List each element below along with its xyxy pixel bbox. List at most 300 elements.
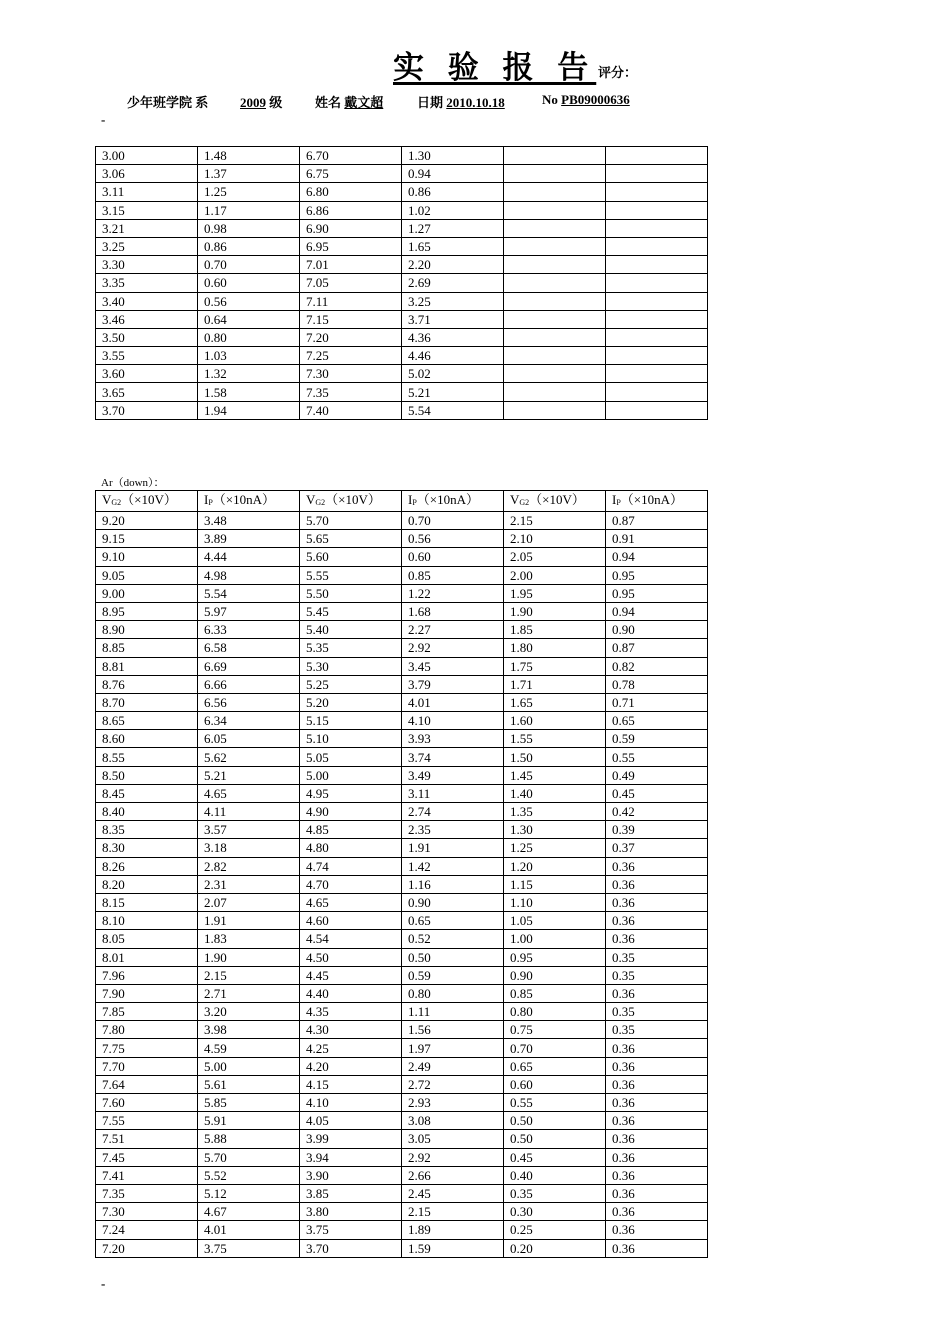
table-cell: 8.85 — [96, 639, 198, 657]
table-cell: 7.20 — [300, 328, 402, 346]
table-cell: 4.98 — [198, 566, 300, 584]
table-cell: 3.00 — [96, 147, 198, 165]
table-cell: 7.41 — [96, 1166, 198, 1184]
table-cell: 1.80 — [504, 639, 606, 657]
table-cell: 2.27 — [402, 621, 504, 639]
table-cell — [606, 219, 708, 237]
table-cell: 1.97 — [402, 1039, 504, 1057]
column-header-subscript: P — [412, 498, 417, 507]
table-cell: 1.83 — [198, 930, 300, 948]
table-row — [96, 784, 708, 802]
table-row — [96, 857, 708, 875]
table-cell: 2.00 — [504, 566, 606, 584]
table-cell: 6.66 — [198, 675, 300, 693]
table-cell: 3.06 — [96, 165, 198, 183]
table-cell: 8.10 — [96, 912, 198, 930]
table-cell: 1.35 — [504, 803, 606, 821]
column-header — [402, 491, 504, 512]
column-header-subscript: P — [616, 498, 621, 507]
table-cell: 0.64 — [198, 310, 300, 328]
table-cell: 8.76 — [96, 675, 198, 693]
table-cell: 7.96 — [96, 966, 198, 984]
table-cell: 0.36 — [606, 1203, 708, 1221]
table-cell: 8.40 — [96, 803, 198, 821]
table-cell: 5.60 — [300, 548, 402, 566]
table-cell: 4.65 — [300, 893, 402, 911]
column-header-subscript: P — [208, 498, 213, 507]
table-cell: 4.35 — [300, 1003, 402, 1021]
date-label: 日期 — [417, 95, 447, 110]
table-cell: 1.17 — [198, 201, 300, 219]
table-cell: 4.45 — [300, 966, 402, 984]
table-cell: 6.86 — [300, 201, 402, 219]
table-cell — [606, 274, 708, 292]
table-cell: 7.90 — [96, 984, 198, 1002]
table-row — [96, 839, 708, 857]
table-cell: 0.86 — [198, 237, 300, 255]
table-cell: 0.36 — [606, 1148, 708, 1166]
table-cell: 0.20 — [504, 1239, 606, 1257]
table-row — [96, 766, 708, 784]
table-cell: 1.90 — [504, 602, 606, 620]
student-number-field — [542, 92, 630, 108]
table-cell: 1.58 — [198, 383, 300, 401]
table-cell: 4.05 — [300, 1112, 402, 1130]
table-cell: 5.54 — [402, 401, 504, 419]
table-row — [96, 401, 708, 419]
table-row — [96, 165, 708, 183]
column-header-symbol: I — [204, 492, 209, 507]
table-cell: 3.75 — [300, 1221, 402, 1239]
column-header-symbol: V — [102, 492, 112, 507]
table-cell: 0.30 — [504, 1203, 606, 1221]
table-cell: 2.49 — [402, 1057, 504, 1075]
table-row — [96, 1021, 708, 1039]
table-cell: 0.85 — [504, 984, 606, 1002]
table-cell: 9.20 — [96, 512, 198, 530]
table-cell: 4.10 — [300, 1094, 402, 1112]
table-cell: 2.66 — [402, 1166, 504, 1184]
table-cell: 0.36 — [606, 1112, 708, 1130]
table-cell: 0.36 — [606, 1221, 708, 1239]
table-cell — [606, 147, 708, 165]
table-cell: 1.94 — [198, 401, 300, 419]
table-cell: 1.60 — [504, 712, 606, 730]
table-cell: 0.50 — [402, 948, 504, 966]
table-cell: 4.65 — [198, 784, 300, 802]
table-cell — [504, 365, 606, 383]
table-cell — [504, 147, 606, 165]
table-cell — [606, 165, 708, 183]
table-cell: 2.15 — [504, 512, 606, 530]
table-row — [96, 365, 708, 383]
table-cell: 4.01 — [198, 1221, 300, 1239]
table-cell: 1.65 — [504, 693, 606, 711]
table-cell — [504, 383, 606, 401]
table-cell: 4.25 — [300, 1039, 402, 1057]
table-cell: 5.62 — [198, 748, 300, 766]
table-row — [96, 966, 708, 984]
table-cell — [606, 347, 708, 365]
table-cell: 6.34 — [198, 712, 300, 730]
student-number-label: No — [542, 92, 562, 107]
table-cell: 8.26 — [96, 857, 198, 875]
table-cell: 0.35 — [606, 1021, 708, 1039]
table-cell: 4.80 — [300, 839, 402, 857]
name-value: 戴文超 — [344, 95, 384, 110]
table-cell: 2.82 — [198, 857, 300, 875]
table-cell: 9.00 — [96, 584, 198, 602]
table-cell: 4.10 — [402, 712, 504, 730]
report-title: 实 验 报 告 — [393, 50, 597, 85]
table-cell: 0.94 — [402, 165, 504, 183]
table-cell: 0.80 — [402, 984, 504, 1002]
table-cell: 0.36 — [606, 1239, 708, 1257]
table-cell: 7.30 — [96, 1203, 198, 1221]
table-cell: 1.37 — [198, 165, 300, 183]
grade-value: 2009 — [240, 95, 266, 110]
table-row — [96, 256, 708, 274]
table-cell: 1.40 — [504, 784, 606, 802]
table-cell — [606, 292, 708, 310]
table-row — [96, 1003, 708, 1021]
table-cell: 0.36 — [606, 857, 708, 875]
table-cell: 3.40 — [96, 292, 198, 310]
table-cell: 1.11 — [402, 1003, 504, 1021]
table-cell: 0.80 — [504, 1003, 606, 1021]
column-header-unit: （×10V） — [529, 492, 585, 507]
table-row — [96, 693, 708, 711]
table-cell: 5.61 — [198, 1075, 300, 1093]
table-cell: 0.42 — [606, 803, 708, 821]
table-cell: 0.45 — [504, 1148, 606, 1166]
table-cell: 4.95 — [300, 784, 402, 802]
table-cell: 4.46 — [402, 347, 504, 365]
table-cell: 3.20 — [198, 1003, 300, 1021]
table-cell: 4.74 — [300, 857, 402, 875]
table-cell: 5.00 — [300, 766, 402, 784]
table-cell: 2.92 — [402, 1148, 504, 1166]
table-cell: 3.25 — [402, 292, 504, 310]
table-row — [96, 310, 708, 328]
table-cell: 0.95 — [606, 566, 708, 584]
table-cell: 1.10 — [504, 893, 606, 911]
table-cell: 0.52 — [402, 930, 504, 948]
table-cell: 9.05 — [96, 566, 198, 584]
table-cell: 7.11 — [300, 292, 402, 310]
table-cell: 5.10 — [300, 730, 402, 748]
table-cell: 7.25 — [300, 347, 402, 365]
table-cell: 0.60 — [198, 274, 300, 292]
table-cell: 5.20 — [300, 693, 402, 711]
table-cell: 0.91 — [606, 530, 708, 548]
table-cell: 6.80 — [300, 183, 402, 201]
table-cell: 5.30 — [300, 657, 402, 675]
table-cell: 7.70 — [96, 1057, 198, 1075]
table-cell: 1.75 — [504, 657, 606, 675]
table-row — [96, 1148, 708, 1166]
table-cell: 3.65 — [96, 383, 198, 401]
table-cell: 3.57 — [198, 821, 300, 839]
table-row — [96, 1203, 708, 1221]
column-header-symbol: I — [612, 492, 617, 507]
table-cell: 2.07 — [198, 893, 300, 911]
table-cell: 0.36 — [606, 1130, 708, 1148]
table-cell: 0.36 — [606, 1184, 708, 1202]
table-row — [96, 328, 708, 346]
table-cell: 3.80 — [300, 1203, 402, 1221]
column-header-unit: （×10V） — [121, 492, 177, 507]
table-row — [96, 675, 708, 693]
bottom-dash-mark: - — [101, 1276, 106, 1291]
table-cell: 7.20 — [96, 1239, 198, 1257]
table-cell: 5.54 — [198, 584, 300, 602]
table-cell — [606, 256, 708, 274]
table-cell: 7.24 — [96, 1221, 198, 1239]
table-cell: 3.70 — [300, 1239, 402, 1257]
table-cell: 0.56 — [198, 292, 300, 310]
table-row — [96, 984, 708, 1002]
table-row — [96, 566, 708, 584]
column-header — [198, 491, 300, 512]
table-cell: 3.94 — [300, 1148, 402, 1166]
grade-field — [240, 92, 282, 111]
table-row — [96, 292, 708, 310]
table-cell: 5.35 — [300, 639, 402, 657]
table-cell: 9.15 — [96, 530, 198, 548]
table-cell — [504, 165, 606, 183]
table-cell: 4.85 — [300, 821, 402, 839]
table-cell: 5.12 — [198, 1184, 300, 1202]
table-cell: 0.86 — [402, 183, 504, 201]
table-cell: 4.67 — [198, 1203, 300, 1221]
table-cell: 1.65 — [402, 237, 504, 255]
table-cell: 6.95 — [300, 237, 402, 255]
table-cell: 0.65 — [504, 1057, 606, 1075]
table-cell: 3.48 — [198, 512, 300, 530]
table-row — [96, 1112, 708, 1130]
table-cell: 1.50 — [504, 748, 606, 766]
table-cell: 7.75 — [96, 1039, 198, 1057]
table-cell: 5.21 — [198, 766, 300, 784]
table-cell: 1.30 — [504, 821, 606, 839]
table-cell: 7.85 — [96, 1003, 198, 1021]
table-row — [96, 530, 708, 548]
table-cell: 8.01 — [96, 948, 198, 966]
table-cell: 6.90 — [300, 219, 402, 237]
table-cell: 1.95 — [504, 584, 606, 602]
table-row — [96, 1239, 708, 1257]
table-row — [96, 147, 708, 165]
table-cell: 1.85 — [504, 621, 606, 639]
table-cell: 3.18 — [198, 839, 300, 857]
table-cell: 0.45 — [606, 784, 708, 802]
table-cell: 7.35 — [96, 1184, 198, 1202]
table-cell: 5.65 — [300, 530, 402, 548]
table-cell: 8.81 — [96, 657, 198, 675]
table-row — [96, 219, 708, 237]
table-cell: 8.30 — [96, 839, 198, 857]
table-cell: 4.20 — [300, 1057, 402, 1075]
table-row — [96, 912, 708, 930]
table-cell: 2.15 — [198, 966, 300, 984]
table-cell — [606, 365, 708, 383]
table-cell: 0.39 — [606, 821, 708, 839]
ar-down-data-table — [95, 490, 708, 1258]
table-cell: 2.15 — [402, 1203, 504, 1221]
table-row — [96, 1166, 708, 1184]
table-cell: 1.22 — [402, 584, 504, 602]
table-cell: 4.54 — [300, 930, 402, 948]
column-header-unit: （×10nA） — [212, 492, 276, 507]
table-cell: 1.56 — [402, 1021, 504, 1039]
table-cell: 0.35 — [606, 966, 708, 984]
table-cell: 3.60 — [96, 365, 198, 383]
table-cell — [504, 183, 606, 201]
table-cell: 0.85 — [402, 566, 504, 584]
table-cell: 3.90 — [300, 1166, 402, 1184]
table-cell: 3.21 — [96, 219, 198, 237]
table-cell: 0.40 — [504, 1166, 606, 1184]
table-cell: 0.94 — [606, 602, 708, 620]
table-cell: 3.11 — [96, 183, 198, 201]
table-row — [96, 821, 708, 839]
table-row — [96, 730, 708, 748]
ar-table-caption: Ar（down）： — [101, 477, 165, 489]
table-cell: 3.70 — [96, 401, 198, 419]
table-cell: 8.70 — [96, 693, 198, 711]
table-cell: 0.70 — [198, 256, 300, 274]
table-cell: 3.11 — [402, 784, 504, 802]
table-cell: 0.36 — [606, 912, 708, 930]
table-cell — [504, 201, 606, 219]
table-row — [96, 512, 708, 530]
table-cell: 1.48 — [198, 147, 300, 165]
table-cell: 0.36 — [606, 1166, 708, 1184]
table-cell: 4.11 — [198, 803, 300, 821]
table-cell: 0.25 — [504, 1221, 606, 1239]
column-header-unit: （×10nA） — [620, 492, 684, 507]
top-dash-mark: - — [101, 112, 106, 127]
table-cell: 3.89 — [198, 530, 300, 548]
table-row — [96, 1130, 708, 1148]
table-cell: 3.08 — [402, 1112, 504, 1130]
table-cell: 0.55 — [606, 748, 708, 766]
table-cell: 5.15 — [300, 712, 402, 730]
table-row — [96, 1094, 708, 1112]
table-cell: 7.80 — [96, 1021, 198, 1039]
table-cell: 5.85 — [198, 1094, 300, 1112]
table-cell: 8.45 — [96, 784, 198, 802]
table-cell: 0.80 — [198, 328, 300, 346]
table-cell: 0.65 — [606, 712, 708, 730]
table-cell: 1.00 — [504, 930, 606, 948]
table-cell — [504, 347, 606, 365]
table-cell: 1.27 — [402, 219, 504, 237]
table-cell: 0.35 — [606, 948, 708, 966]
table-cell: 0.78 — [606, 675, 708, 693]
table-cell: 3.55 — [96, 347, 198, 365]
table-cell: 0.94 — [606, 548, 708, 566]
table-cell: 1.91 — [402, 839, 504, 857]
student-number-value: PB09000636 — [561, 92, 630, 107]
table-cell: 0.59 — [606, 730, 708, 748]
table-cell: 0.36 — [606, 1094, 708, 1112]
name-label: 姓名 — [315, 95, 345, 110]
table-cell: 4.44 — [198, 548, 300, 566]
score-label: 评分： — [598, 65, 638, 80]
table-cell — [504, 328, 606, 346]
table-cell: 0.49 — [606, 766, 708, 784]
table-cell — [606, 201, 708, 219]
table-cell: 0.70 — [504, 1039, 606, 1057]
table-cell: 2.71 — [198, 984, 300, 1002]
table-cell: 1.25 — [198, 183, 300, 201]
table-cell: 3.45 — [402, 657, 504, 675]
table-cell: 3.25 — [96, 237, 198, 255]
table-cell: 2.74 — [402, 803, 504, 821]
table-cell: 4.59 — [198, 1039, 300, 1057]
table-cell: 2.69 — [402, 274, 504, 292]
table-cell: 5.05 — [300, 748, 402, 766]
column-header — [96, 491, 198, 512]
table-cell — [606, 328, 708, 346]
table-cell: 1.32 — [198, 365, 300, 383]
table-row — [96, 893, 708, 911]
table-row — [96, 383, 708, 401]
table-cell: 1.89 — [402, 1221, 504, 1239]
table-cell: 4.30 — [300, 1021, 402, 1039]
table-cell: 5.97 — [198, 602, 300, 620]
table-cell: 3.46 — [96, 310, 198, 328]
column-header — [504, 491, 606, 512]
table-cell: 1.05 — [504, 912, 606, 930]
table-cell: 3.71 — [402, 310, 504, 328]
table-cell: 4.36 — [402, 328, 504, 346]
table-cell — [606, 310, 708, 328]
table-cell: 0.36 — [606, 875, 708, 893]
table-cell: 8.50 — [96, 766, 198, 784]
table-cell: 5.21 — [402, 383, 504, 401]
table-cell: 0.36 — [606, 1075, 708, 1093]
table-row — [96, 875, 708, 893]
table-cell — [504, 310, 606, 328]
table-cell: 0.90 — [402, 893, 504, 911]
table-cell: 8.15 — [96, 893, 198, 911]
table-cell: 1.42 — [402, 857, 504, 875]
table-row — [96, 712, 708, 730]
table-cell: 0.95 — [606, 584, 708, 602]
table-cell: 7.55 — [96, 1112, 198, 1130]
table-cell: 3.30 — [96, 256, 198, 274]
table-cell: 1.68 — [402, 602, 504, 620]
table-cell: 0.90 — [504, 966, 606, 984]
table-cell: 6.75 — [300, 165, 402, 183]
table-cell — [504, 401, 606, 419]
table-cell: 6.56 — [198, 693, 300, 711]
table-cell: 7.30 — [300, 365, 402, 383]
table-cell: 5.50 — [300, 584, 402, 602]
table-cell: 6.58 — [198, 639, 300, 657]
table-cell — [504, 219, 606, 237]
table-cell: 3.75 — [198, 1239, 300, 1257]
table-cell: 2.93 — [402, 1094, 504, 1112]
table-cell: 7.05 — [300, 274, 402, 292]
table-cell: 1.15 — [504, 875, 606, 893]
table-cell: 0.36 — [606, 984, 708, 1002]
department-field — [127, 92, 208, 111]
table-cell: 0.71 — [606, 693, 708, 711]
